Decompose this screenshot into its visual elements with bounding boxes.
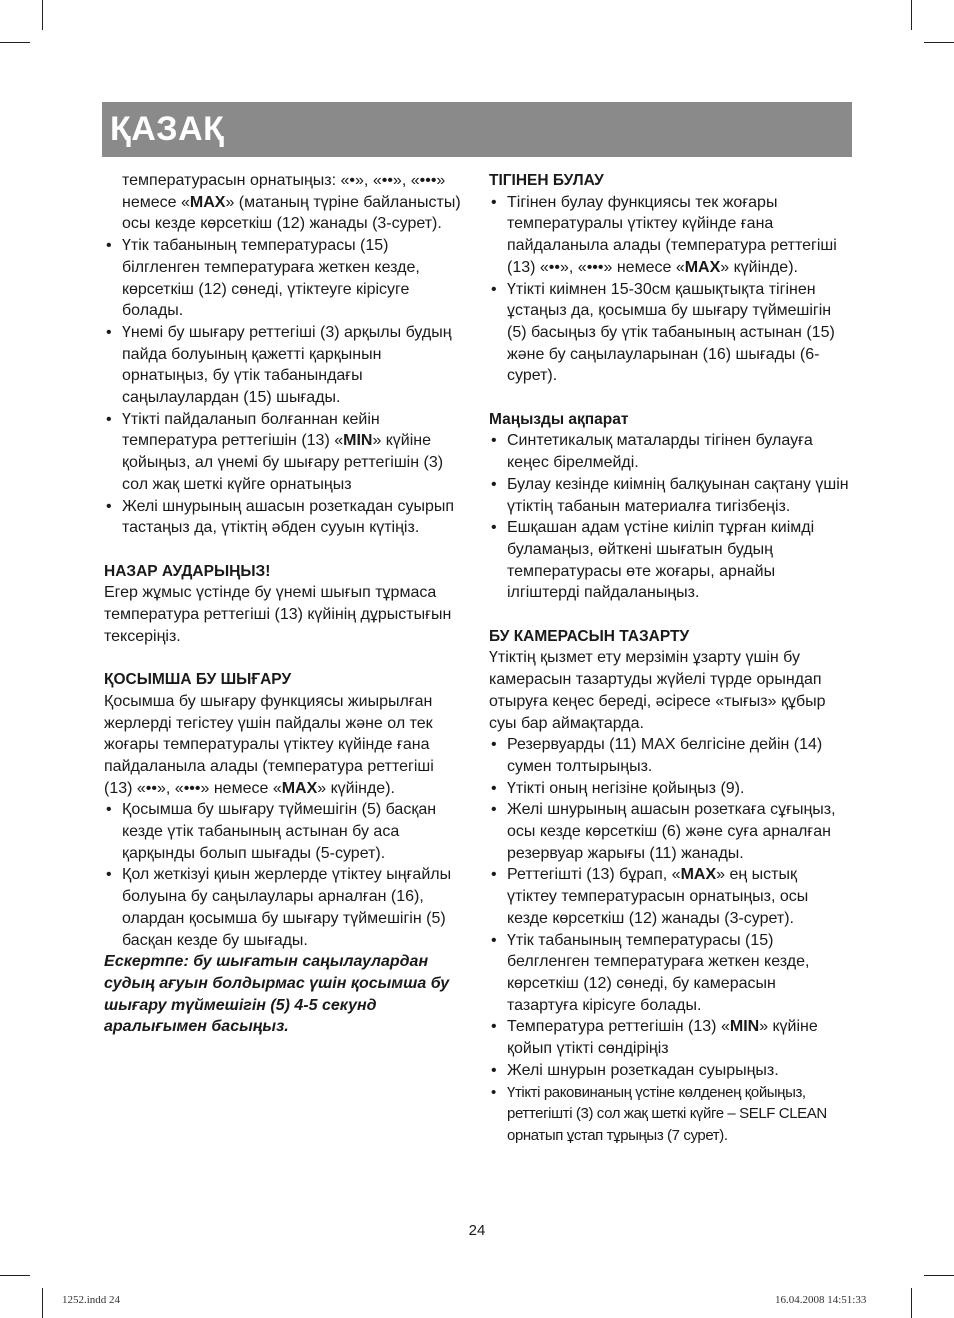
list-item: • Желі шнурын розеткадан суырыңыз. — [489, 1060, 851, 1082]
list-item: • Үнемі бу шығару реттегіші (3) арқылы будың пайда болуының қажетті қарқынын орнатыңыз, бу үтік табанындағы саңылаулардан (15) шығады. — [104, 322, 466, 409]
file-slug: 1252.indd 24 — [62, 1294, 121, 1306]
crop-mark — [924, 1275, 954, 1276]
language-header — [102, 102, 852, 157]
list-item: • Температура реттегішін (13) «MIN» күйіне қойып үтікті сөндіріңіз — [489, 1016, 851, 1059]
extra-steam-text: Қосымша бу шығару функциясы жиырылған жерлерді тегістеу үшін пайдалы және ол тек жоғары температуралы үтіктеу күйінде ғана пайдаланыла алады (температура реттегіші (13) «••», «•••» немесе «MAX» күйінде). — [104, 692, 434, 797]
list-item: • Реттегішті (13) бұрап, «MAX» ең ыстық үтіктеу температурасын орнатыңыз, осы кезде көрсеткіш (12) жанады (3-сурет). — [489, 864, 851, 929]
crop-mark — [911, 1288, 912, 1318]
list-item: • Үтік табанының температурасы (15) білгленген температураға жеткен кезде, көрсеткіш (12) сөнеді, үтіктеуге кірісуге болады. — [104, 235, 466, 322]
cleaning-intro: Үтіктің қызмет ету мерзімін ұзарту үшін бу камерасын тазартуды жүйелі түрде орындап отыруға кеңес береді, әсіресе «тығыз» құбыр суы бар аймақтарда. — [489, 649, 826, 732]
extra-steam-list — [104, 799, 466, 951]
list-item: • Ешқашан адам үстіне киіліп тұрған киімді буламаңыз, өйткені шығатын будың температурасы өте жоғары, арнайы ілгіштерді пайдаланыңыз. — [489, 517, 851, 604]
list-item: • Желі шнурының ашасын розеткаға сұғыңыз, осы кезде көрсеткіш (6) және суға арналған резервуар жарығы (11) жанады. — [489, 799, 851, 864]
cleaning-heading: БУ КАМЕРАСЫН ТАЗАРТУ — [489, 627, 690, 645]
list-item: • Синтетикалық маталарды тігінен булауға кеңес бірелмейді. — [489, 430, 851, 473]
cleaning-list — [489, 734, 851, 1146]
page-number: 24 — [468, 1222, 486, 1239]
attention-heading: НАЗАР АУДАРЫҢЫЗ! — [104, 562, 271, 580]
list-item: • Үтікті оның негізіне қойыңыз (9). — [489, 778, 851, 800]
crop-mark — [0, 42, 30, 43]
list-item: • Үтікті раковинаның үстіне көлденең қойыңыз, реттегішті (3) сол жақ шеткі күйге – SELF CLEAN орнатып ұстап тұрыңыз (7 сурет). — [489, 1082, 851, 1147]
list-item: • Үтікті пайдаланып болғаннан кейін температура реттегішін (13) «MIN» күйіне қойыңыз, ал үнемі бу шығару реттегішін (3) сол жақ шеткі күйге орнатыңыз — [104, 409, 466, 496]
list-item: • Үтікті киімнен 15-30см қашықтықта тігінен ұстаңыз да, қосымша бу шығару түймешігін (5) басыңыз бу үтік табанының астынан (15) және бу саңылауларынан (16) шығады (6-сурет). — [489, 279, 851, 388]
attention-text: Егер жұмыс үстінде бу үнемі шығып тұрмаса температура реттегіші (13) күйінің дұрыстығын тексеріңіз. — [104, 584, 452, 645]
list-item: • Қосымша бу шығару түймешігін (5) басқан кезде үтік табанының астынан бу аса қарқынды болып шығады (5-сурет). — [104, 799, 466, 864]
crop-mark — [42, 0, 43, 30]
crop-mark — [0, 1275, 30, 1276]
important-info-list — [489, 430, 851, 604]
continued-paragraph: температурасын орнатыңыз: «•», «••», «•••» немесе «MAX» (матаның түріне байланысты) осы кезде көрсеткіш (12) жанады (3-сурет). — [122, 172, 461, 233]
list-item: • Желі шнурының ашасын розеткадан суырып тастаңыз да, үтіктің әбден сууын күтіңіз. — [104, 496, 466, 539]
note-text: Ескертпе: бу шығатын саңылаулардан судың ағуын болдырмас үшін қосымша бу шығару түймешігін (5) 4-5 секунд аралығымен басыңыз. — [104, 953, 450, 1036]
vertical-steam-list — [489, 192, 851, 387]
important-info-heading: Маңызды ақпарат — [489, 410, 629, 428]
date-slug: 16.04.2008 14:51:33 — [775, 1294, 867, 1306]
list-item: • Қол жеткізуі қиын жерлерде үтіктеу ыңғайлы болуына бу саңылаулары арналған (16), олардан қосымша бу шығару түймешігін (5) басқан кезде бу шығады. — [104, 864, 466, 951]
list-item: • Булау кезінде киімнің балқуынан сақтану үшін үтіктің табанын материалға тигізбеңіз. — [489, 474, 851, 517]
vertical-steam-heading: ТІГІНЕН БУЛАУ — [489, 172, 604, 189]
extra-steam-heading: ҚОСЫМША БУ ШЫҒАРУ — [104, 671, 292, 689]
left-column — [104, 170, 466, 1038]
list-item: • Тігінен булау функциясы тек жоғары температуралы үтіктеу күйінде ғана пайдаланыла алады (температура реттегіші (13) «••», «•••» немесе «MAX» күйінде). — [489, 192, 851, 279]
right-column — [489, 170, 851, 1147]
usage-list — [104, 235, 466, 539]
list-item: • Үтік табанының температурасы (15) белгленген температураға жеткен кезде, көрсеткіш (12) сөнеді, бу камерасын тазартуға кірісуге болады. — [489, 930, 851, 1017]
crop-mark — [42, 1288, 43, 1318]
crop-mark — [924, 42, 954, 43]
crop-mark — [911, 0, 912, 30]
list-item: • Резервуарды (11) MAX белгісіне дейін (14) сумен толтырыңыз. — [489, 734, 851, 777]
page-title: ҚАЗАҚ — [110, 110, 225, 148]
